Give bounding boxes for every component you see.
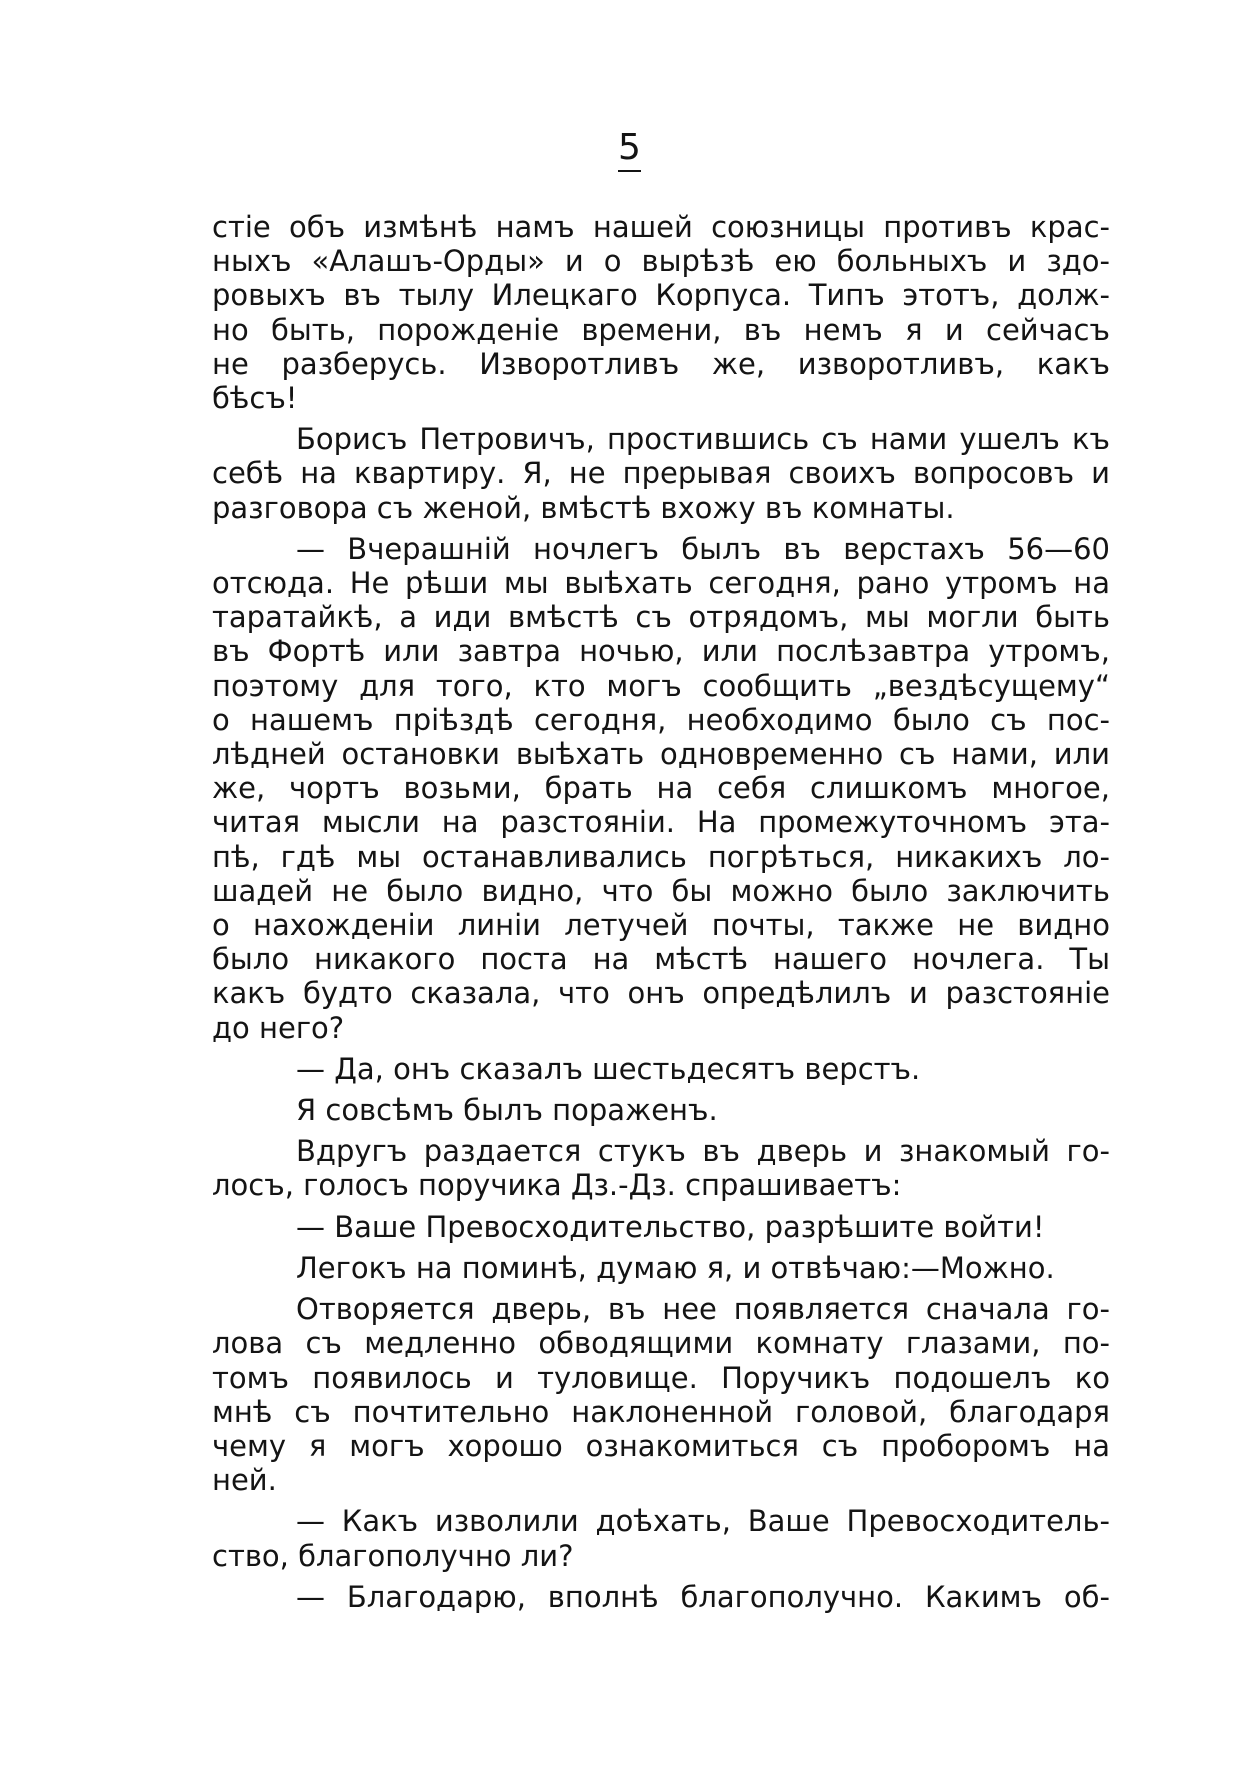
paragraph [212, 1504, 1110, 1572]
paragraph [212, 422, 1110, 525]
text-line: о нахожденіи линіи летучей почты, также не видно [212, 908, 1110, 943]
text-line: въ Фортѣ или завтра ночью, или послѣзавтра утромъ, [212, 634, 1110, 669]
text-line: чему я могъ хорошо ознакомиться съ проборомъ на [212, 1428, 1110, 1463]
text-line: ныхъ «Алашъ-Орды» и о вырѣзѣ ею больныхъ и здо- [212, 244, 1110, 279]
text-line: ней. [212, 1463, 277, 1498]
text-line: поэтому для того, кто могъ сообщить „вездѣсущему“ [212, 668, 1110, 703]
text-line: читая мысли на разстояніи. На промежуточномъ эта- [212, 805, 1110, 840]
text-line: бѣсъ! [212, 381, 298, 416]
paragraph [212, 1134, 1110, 1202]
text-line: пѣ, гдѣ мы останавливались погрѣться, никакихъ ло- [212, 839, 1110, 874]
paragraph [212, 1251, 1110, 1285]
text-line: какъ будто сказала, что онъ опредѣлилъ и разстояніе [212, 976, 1110, 1011]
text-line: лѣдней остановки выѣхать одновременно съ нами, или [212, 737, 1110, 772]
text-line: ство, благополучно ли? [212, 1538, 574, 1573]
paragraph [212, 1210, 1110, 1244]
text-line: до него? [212, 1010, 345, 1045]
text-line: Легокъ на поминѣ, думаю я, и отвѣчаю:—Можно. [296, 1250, 1055, 1285]
text-line: разговора съ женой, вмѣстѣ вхожу въ комнаты. [212, 490, 955, 525]
text-line: не разберусь. Изворотливъ же, изворотливъ, какъ [212, 346, 1110, 381]
page-number [0, 128, 1259, 172]
text-line: Я совсѣмъ былъ пораженъ. [296, 1093, 718, 1128]
text-line: — Какъ изволили доѣхать, Ваше Превосходитель- [296, 1504, 1110, 1539]
text-line: — Вчерашній ночлегъ былъ въ верстахъ 56—60 [296, 531, 1110, 566]
text-line: — Благодарю, вполнѣ благополучно. Какимъ об- [296, 1579, 1110, 1614]
text-line: отсюда. Не рѣши мы выѣхать сегодня, рано утромъ на [212, 566, 1110, 601]
text-line: Отворяется дверь, въ нее появляется сначала го- [296, 1292, 1110, 1327]
text-line: лосъ, голосъ поручика Дз.-Дз. спрашиваетъ: [212, 1168, 902, 1203]
text-line: себѣ на квартиру. Я, не прерывая своихъ вопросовъ и [212, 456, 1110, 491]
text-line: шадей не было видно, что бы можно было заключить [212, 873, 1110, 908]
text-line: мнѣ съ почтительно наклоненной головой, благодаря [212, 1394, 1110, 1429]
text-line: лова съ медленно обводящими комнату глазами, по- [212, 1326, 1110, 1361]
page-number-value: 5 [618, 128, 641, 172]
text-line: о нашемъ пріѣздѣ сегодня, необходимо было съ пос- [212, 702, 1110, 737]
text-line: же, чортъ возьми, брать на себя слишкомъ многое, [212, 771, 1110, 806]
paragraph [212, 1292, 1110, 1497]
text-line: но быть, порожденіе времени, въ немъ я и сейчасъ [212, 312, 1110, 347]
text-line: — Да, онъ сказалъ шестьдесятъ верстъ. [296, 1051, 921, 1086]
text-line: — Ваше Превосходительство, разрѣшите войти! [296, 1209, 1045, 1244]
text-line: было никакого поста на мѣстѣ нашего ночлега. Ты [212, 942, 1110, 977]
paragraph [212, 1052, 1110, 1086]
body-text [212, 210, 1110, 1621]
paragraph [212, 210, 1110, 415]
text-line: Вдругъ раздается стукъ въ дверь и знакомый го- [296, 1134, 1110, 1169]
paragraph [212, 532, 1110, 1045]
text-line: томъ появилось и туловище. Поручикъ подошелъ ко [212, 1360, 1110, 1395]
paragraph [212, 1580, 1110, 1614]
text-line: ровыхъ въ тылу Илецкаго Корпуса. Типъ этотъ, долж- [212, 278, 1110, 313]
text-line: стіе объ измѣнѣ намъ нашей союзницы противъ крас- [212, 210, 1110, 244]
paragraph [212, 1093, 1110, 1127]
text-line: таратайкѣ, а иди вмѣстѣ съ отрядомъ, мы могли быть [212, 600, 1110, 635]
text-line: Борисъ Петровичъ, простившись съ нами ушелъ къ [296, 422, 1110, 457]
